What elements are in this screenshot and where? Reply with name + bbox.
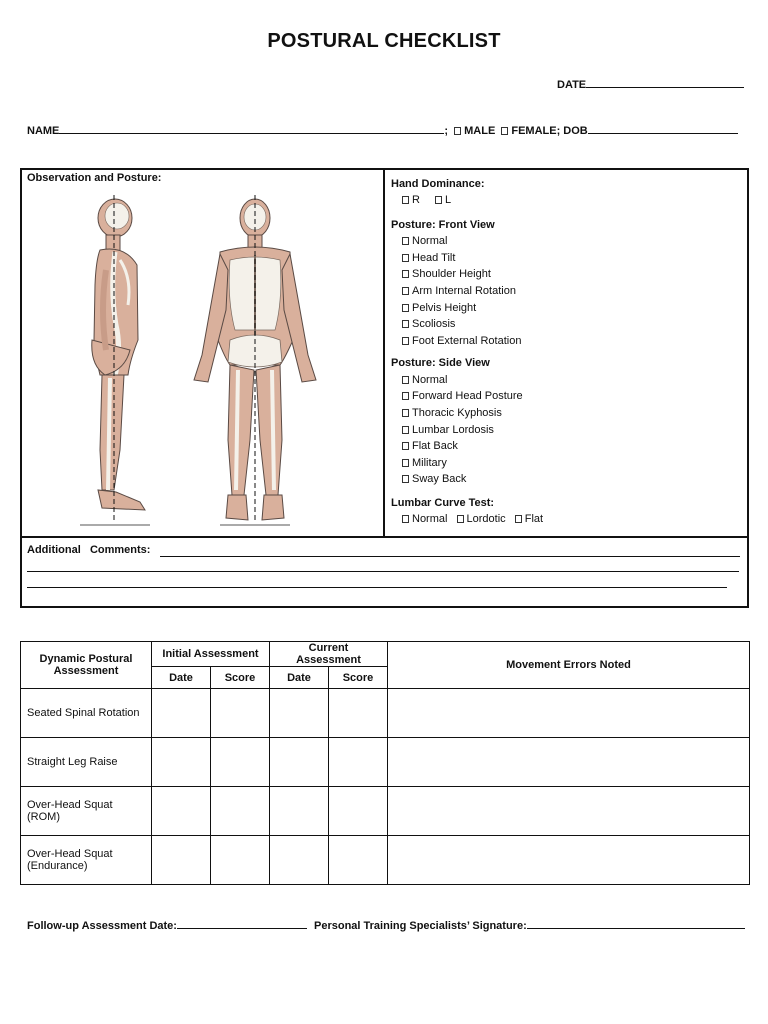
front-pelvis-height-label: Pelvis Height (412, 302, 477, 314)
side-sway-back-checkbox[interactable] (402, 475, 409, 483)
row-label-subtext: (ROM) (27, 811, 60, 823)
side-view-figure (92, 199, 145, 510)
front-pelvis-height-checkbox[interactable] (402, 304, 409, 312)
table-row (21, 836, 750, 885)
side-military-label: Military (412, 457, 447, 469)
side-option (402, 424, 494, 436)
signature-field[interactable] (527, 916, 745, 929)
table-row (21, 738, 750, 787)
header-errors: Movement Errors Noted (388, 642, 750, 689)
header-initial-score: Score (211, 667, 270, 689)
front-head-tilt-label: Head Tilt (412, 252, 456, 264)
front-option (402, 302, 476, 314)
female-checkbox[interactable] (501, 127, 508, 135)
observation-divider (383, 168, 385, 537)
cell-initial-date[interactable] (152, 787, 211, 836)
comments-line-1[interactable] (160, 556, 740, 557)
cell-errors[interactable] (388, 689, 750, 738)
cell-initial-score[interactable] (211, 689, 270, 738)
header-current-date: Date (270, 667, 329, 689)
side-lordosis-label: Lumbar Lordosis (412, 424, 494, 436)
side-military-checkbox[interactable] (402, 459, 409, 467)
hand-r-label: R (412, 194, 420, 206)
lumbar-flat-label: Flat (524, 513, 544, 525)
lumbar-lordotic-label: Lordotic (466, 513, 506, 525)
front-scoliosis-label: Scoliosis (412, 318, 456, 330)
cell-initial-date[interactable] (152, 836, 211, 885)
front-option (402, 252, 455, 264)
cell-current-score[interactable] (329, 689, 388, 738)
side-flat-back-checkbox[interactable] (402, 442, 409, 450)
comments-label: Additional Comments: (27, 544, 151, 556)
front-option (402, 285, 516, 297)
cell-initial-date[interactable] (152, 689, 211, 738)
hand-l-label: L (445, 194, 452, 206)
side-option (402, 374, 447, 386)
lumbar-options (402, 513, 543, 525)
front-head-tilt-checkbox[interactable] (402, 254, 409, 262)
side-sway-back-label: Sway Back (412, 473, 467, 485)
row-label (21, 738, 152, 787)
page-title: POSTURAL CHECKLIST (267, 30, 501, 52)
cell-initial-date[interactable] (152, 738, 211, 787)
front-option (402, 235, 447, 247)
observation-label: Observation and Posture: (27, 172, 162, 184)
side-view-heading: Posture: Side View (391, 357, 490, 369)
cell-errors[interactable] (388, 738, 750, 787)
dob-field[interactable] (588, 121, 738, 134)
female-dob-label: FEMALE; DOB (511, 125, 588, 137)
hand-l-checkbox[interactable] (435, 196, 442, 204)
assessment-table (20, 641, 750, 885)
lumbar-flat-checkbox[interactable] (515, 515, 522, 523)
lumbar-normal-checkbox[interactable] (402, 515, 409, 523)
side-flat-back-label: Flat Back (412, 440, 458, 452)
cell-current-score[interactable] (329, 836, 388, 885)
front-scoliosis-checkbox[interactable] (402, 320, 409, 328)
cell-current-date[interactable] (270, 836, 329, 885)
side-option (402, 440, 458, 452)
footer-row (27, 916, 745, 932)
front-option (402, 318, 455, 330)
header-initial: Initial Assessment (152, 642, 270, 667)
male-checkbox[interactable] (454, 127, 461, 135)
comments-divider (20, 536, 749, 538)
cell-initial-score[interactable] (211, 836, 270, 885)
hand-dominance-options (402, 194, 451, 206)
front-option (402, 268, 491, 280)
row-label-text: Over-Head Squat (27, 848, 113, 860)
name-field[interactable] (59, 121, 444, 134)
cell-errors[interactable] (388, 787, 750, 836)
header-current: Current Assessment (270, 642, 388, 667)
row-label (21, 836, 152, 885)
side-forward-head-checkbox[interactable] (402, 392, 409, 400)
side-normal-label: Normal (412, 374, 448, 386)
table-row (21, 787, 750, 836)
signature-label: Personal Training Specialists’ Signature: (314, 920, 527, 932)
side-option (402, 390, 523, 402)
side-kyphosis-checkbox[interactable] (402, 409, 409, 417)
side-option (402, 407, 502, 419)
front-view-heading: Posture: Front View (391, 219, 495, 231)
name-label: NAME (27, 125, 60, 137)
date-field[interactable] (586, 75, 744, 88)
date-row (557, 75, 744, 91)
male-label: MALE (464, 125, 496, 137)
side-normal-checkbox[interactable] (402, 376, 409, 384)
hand-dominance-heading: Hand Dominance: (391, 178, 485, 190)
cell-errors[interactable] (388, 836, 750, 885)
table-row (21, 689, 750, 738)
front-normal-label: Normal (412, 235, 448, 247)
front-option (402, 335, 521, 347)
row-label (21, 787, 152, 836)
row-label-text: Seated Spinal Rotation (27, 707, 140, 719)
header-current-score: Score (329, 667, 388, 689)
followup-label: Follow-up Assessment Date: (27, 920, 177, 932)
lumbar-lordotic-checkbox[interactable] (457, 515, 464, 523)
row-label (21, 689, 152, 738)
cell-current-date[interactable] (270, 689, 329, 738)
row-label-text: Straight Leg Raise (27, 756, 118, 768)
comments-line-3[interactable] (27, 587, 727, 588)
lumbar-normal-label: Normal (412, 513, 448, 525)
front-shoulder-height-label: Shoulder Height (412, 268, 491, 280)
hand-r-checkbox[interactable] (402, 196, 409, 204)
cell-current-score[interactable] (329, 787, 388, 836)
followup-date-field[interactable] (177, 916, 307, 929)
date-label: DATE (557, 79, 587, 91)
front-normal-checkbox[interactable] (402, 237, 409, 245)
row-label-text: Over-Head Squat (27, 799, 113, 811)
header-dynamic: Dynamic Postural Assessment (21, 642, 152, 689)
front-arm-rotation-label: Arm Internal Rotation (412, 285, 516, 297)
cell-initial-score[interactable] (211, 787, 270, 836)
front-foot-rotation-label: Foot External Rotation (412, 335, 522, 347)
cell-initial-score[interactable] (211, 738, 270, 787)
side-lordosis-checkbox[interactable] (402, 426, 409, 434)
side-option (402, 457, 447, 469)
cell-current-date[interactable] (270, 738, 329, 787)
skeleton-illustration (70, 190, 370, 530)
front-foot-rotation-checkbox[interactable] (402, 337, 409, 345)
separator: ; (444, 125, 449, 137)
side-kyphosis-label: Thoracic Kyphosis (412, 407, 502, 419)
cell-current-score[interactable] (329, 738, 388, 787)
name-row (27, 121, 738, 137)
side-option (402, 473, 466, 485)
row-label-subtext: (Endurance) (27, 860, 88, 872)
header-initial-date: Date (152, 667, 211, 689)
side-forward-head-label: Forward Head Posture (412, 390, 523, 402)
front-shoulder-height-checkbox[interactable] (402, 270, 409, 278)
front-arm-rotation-checkbox[interactable] (402, 287, 409, 295)
cell-current-date[interactable] (270, 787, 329, 836)
lumbar-heading: Lumbar Curve Test: (391, 497, 495, 509)
comments-line-2[interactable] (27, 571, 739, 572)
